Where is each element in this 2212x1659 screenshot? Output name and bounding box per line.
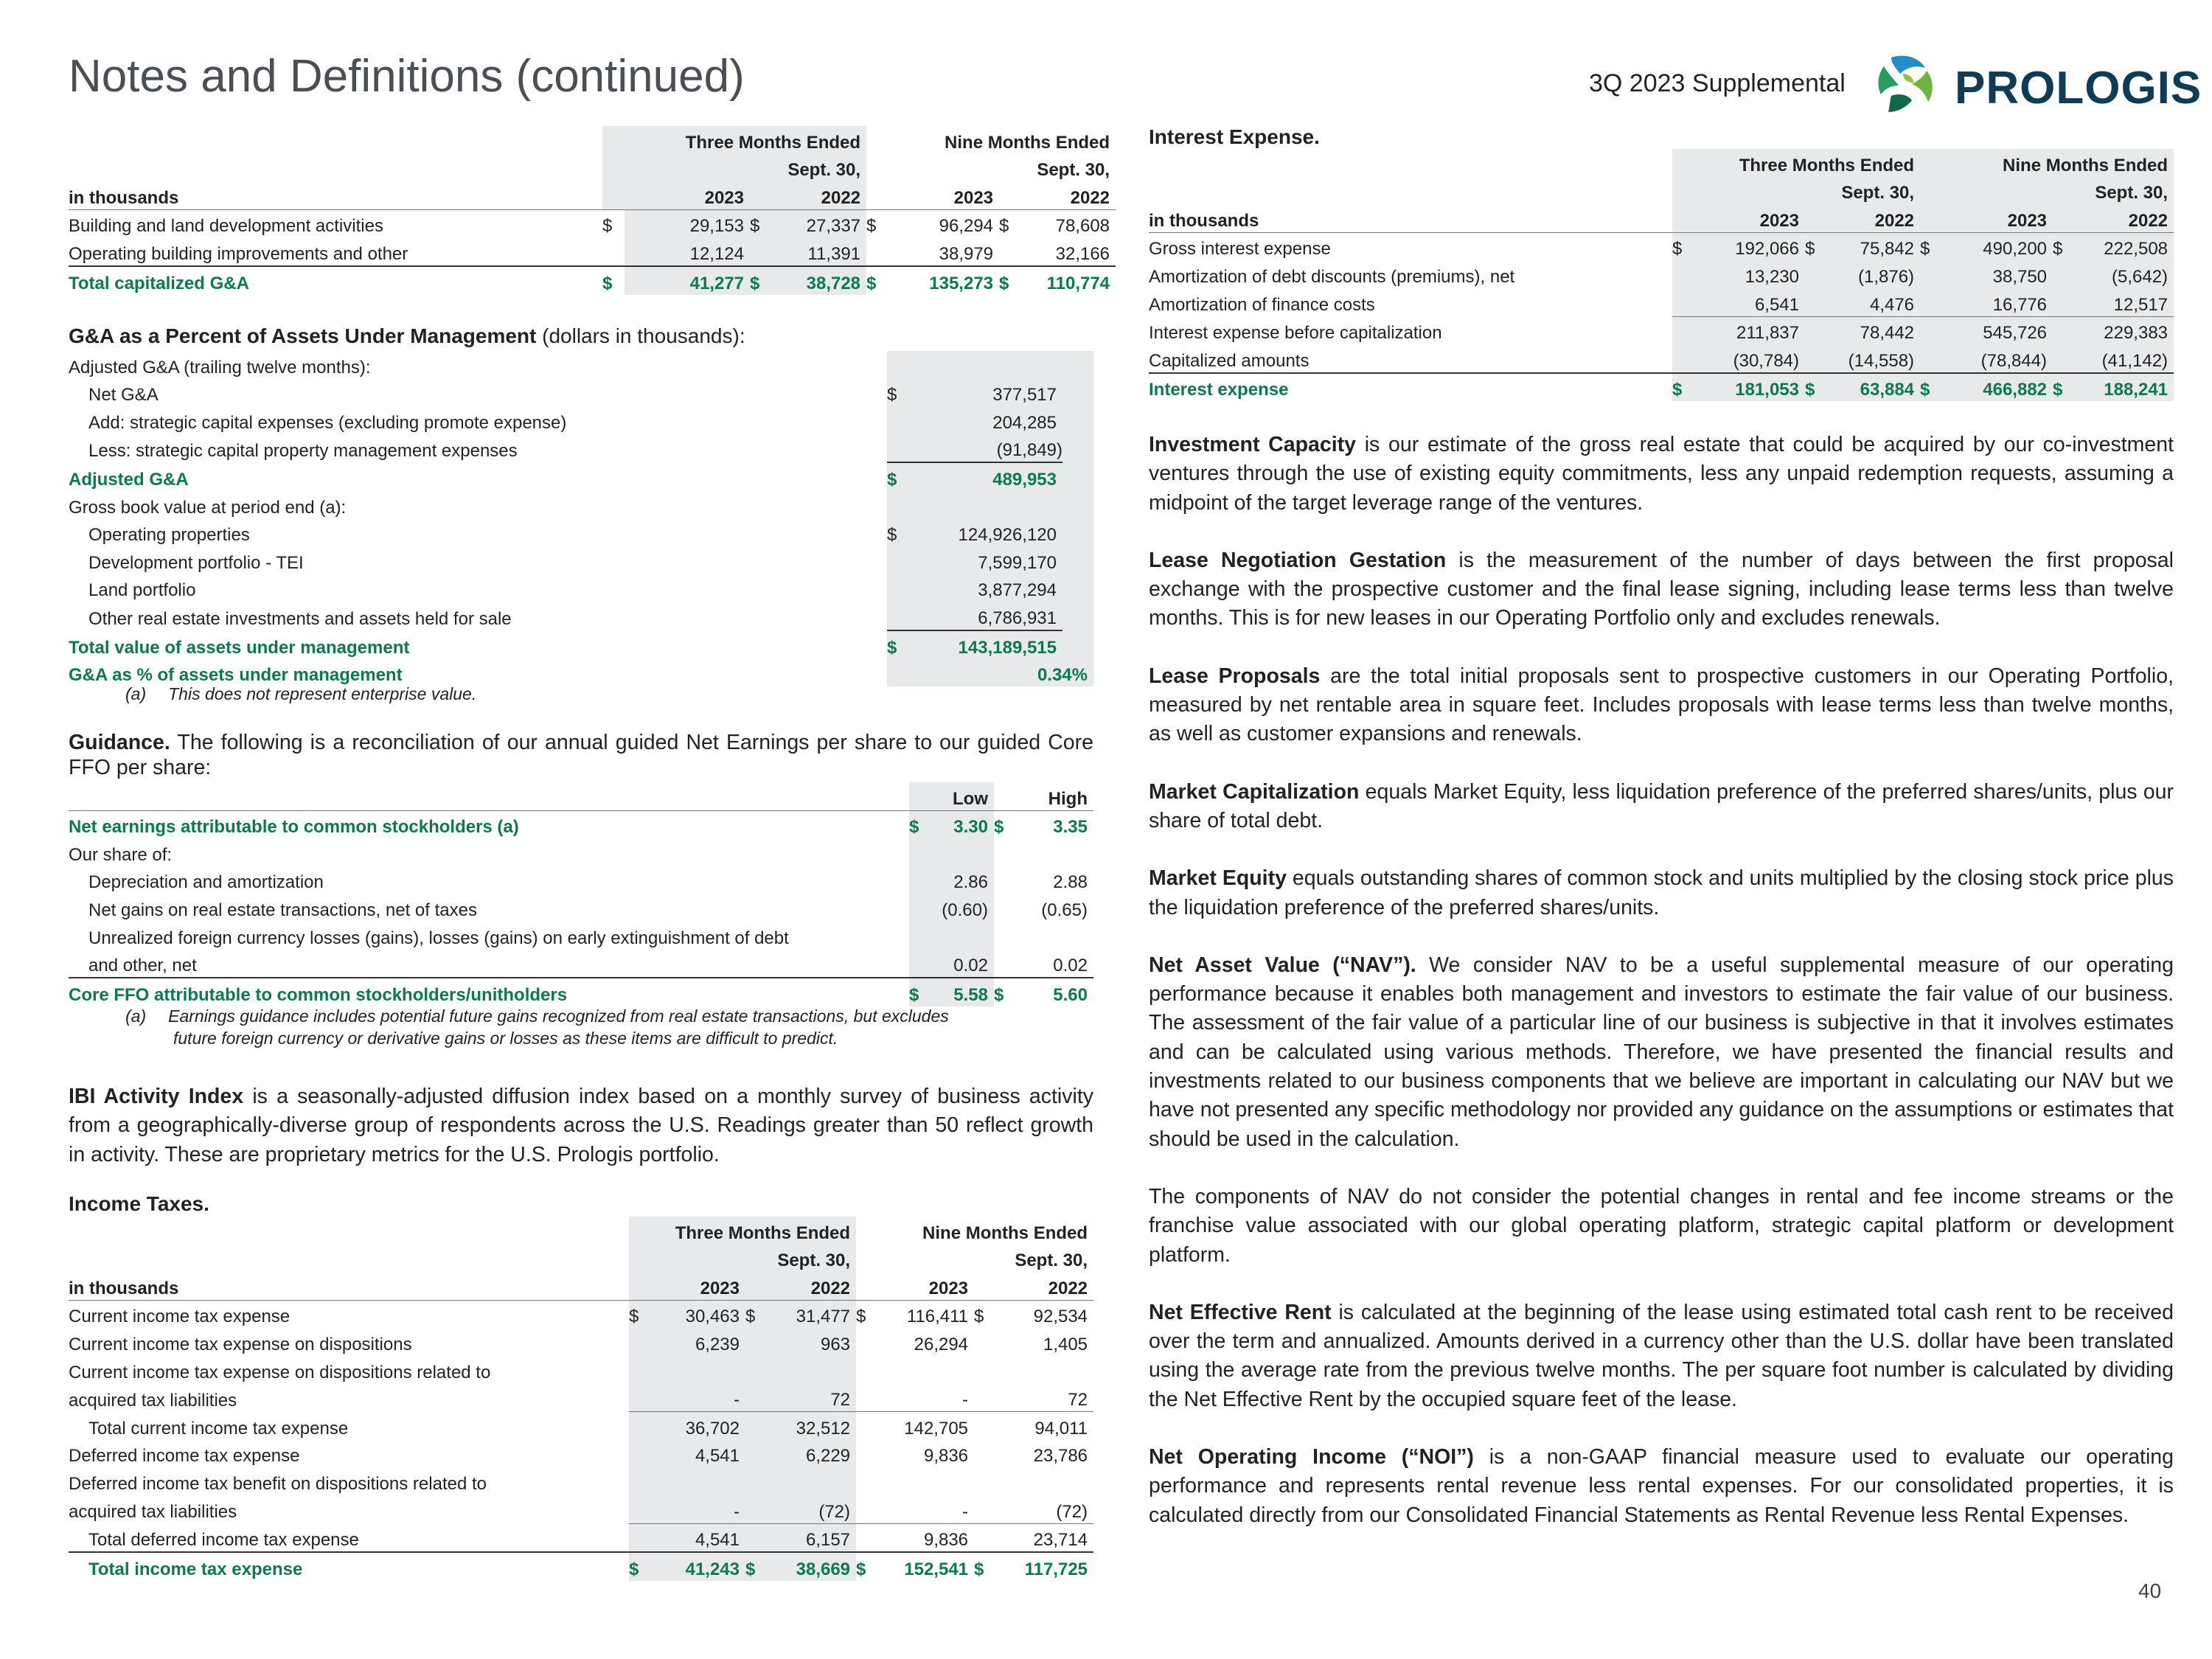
table-row: Unrealized foreign currency losses (gains), losses (gains) on early extinguishment of debt	[69, 922, 1093, 950]
table-row: Total current income tax expense 36,702 32,512 142,705 94,011	[69, 1412, 1093, 1440]
col-three-months: Three Months Ended	[629, 1217, 856, 1245]
table-row: Interest expense $ 181,053 $ 63,884 $ 466,882 $ 188,241	[1149, 373, 2174, 402]
table-row: Current income tax expense on dispositions 6,239 963 26,294 1,405	[69, 1328, 1093, 1356]
col-sept: Sept. 30,	[1920, 177, 2174, 205]
year-2022: 2022	[1070, 187, 1110, 208]
definition-investment-capacity: Investment Capacity is our estimate of the gross real estate that could be acquired by our co-investment ventures through the use of existing equity commitments, less any unpaid redemption requests, assuming a midpoint of the target leverage range of the ventures.	[1149, 433, 2174, 515]
prologis-logo	[1862, 52, 2202, 118]
table-row: Other real estate investments and assets held for sale 6,786,931	[69, 602, 1093, 630]
table-row: Less: strategic capital property management expenses (91,849)	[69, 434, 1093, 463]
footnote: (a) This does not represent enterprise value.	[125, 684, 477, 703]
table-row: Land portfolio 3,877,294	[69, 574, 1093, 602]
table-row: Development portfolio - TEI 7,599,170	[69, 546, 1093, 574]
col-high: High	[1048, 788, 1088, 809]
interest-expense-table: Three Months Ended Nine Months Ended Sept. 30, Sept. 30, in thousands 2023 2022 2023 2022 Gross interest expense $ 192,066 $ 75,842 $ 490,200 $ 222,508 Amortization of debt discounts (premiums), net 13,230 (1,876) 38,750 (5,642) Amortization of finance costs 6,541 4,476 16,776 12,517 Interest expense before capitalization 211,837 78,442 545,726 229,383 Capitalized amounts (30,784) (14,558) (78,844) (41,142) Interest expense $ 181,053 $ 63,884 $ 466,882 $ 188,241	[1149, 149, 2174, 401]
table-row-total: Total capitalized G&A $ 41,277 $ 38,728 $ 135,273 $ 110,774	[69, 266, 1116, 295]
table-row: Deferred income tax benefit on dispositions related to	[69, 1467, 1093, 1495]
col-nine-months: Nine Months Ended	[922, 1222, 1088, 1243]
logo-mark-icon	[1862, 52, 1943, 118]
col-three-months: Three Months Ended	[1672, 149, 1920, 177]
table-row: Adjusted G&A (trailing twelve months):	[69, 351, 1093, 379]
definition-nav-components: The components of NAV do not consider the potential changes in rental and fee income streams or the franchise value associated with our global operating platform, strategic capital platform or development platform.	[1149, 1184, 2174, 1267]
guidance-table	[69, 782, 1093, 1006]
definition-nav: Net Asset Value (“NAV”). We consider NAV to be a useful supplemental measure of our operating performance because it enables both management and investors to estimate the fair value of our business. The assessment of the fair value of a particular line of our business is subjective in that it involves estimates and can be calculated using various methods. Therefore, we have presented the financial results and investments related to our business components that we believe are important in calculating our NAV but we have not presented any specific methodology nor provided any guidance on the assumptions or estimates that should be used in the calculation.	[1149, 953, 2174, 1151]
definition-noi: Net Operating Income (“NOI”) is a non-GAAP financial measure used to evaluate our operating performance and represents rental revenue less rental expenses. For our consolidated properties, it is calculated directly from our Consolidated Financial Statements as Rental Revenue less Rental Expenses.	[1149, 1445, 2174, 1527]
definition-lease-proposals: Lease Proposals are the total initial proposals sent to prospective customers in our Operating Portfolio, measured by net rentable area in square feet. Includes proposals with lease terms less than twelve months, as well as customer expansions and renewals.	[1149, 664, 2174, 746]
income-taxes-table: Three Months Ended Nine Months Ended Sept. 30, Sept. 30, in thousands 2023 2022 2023 2022 Current income tax expense $ 30,463 $ 31,477 $ 116,411 $ 92,534 Current income tax expense on dispositions 6,239 963 26,294 1,405 Current income tax expense on dispositions related to acquired tax liabilities - 72 - 72 Total current income tax expense 36,702 32,512 142,705 94,011 Deferred income tax expense 4,541 6,229 9,836 23,786 Deferred income tax benefit on dispositions related to acquired tax liabilities - (72) - (72) Total deferred income tax expense 4,541 6,157 9,836 23,714 Total income tax expense $ 41,243 $ 38,669 $ 152,541 $ 117,725	[69, 1217, 1093, 1581]
table-row: Our share of:	[69, 838, 1093, 866]
unit-label: in thousands	[69, 187, 179, 208]
table-row: Deferred income tax expense 4,541 6,229 9,836 23,786	[69, 1440, 1093, 1468]
supplemental-label: 3Q 2023 Supplemental	[1589, 69, 1846, 97]
footnote: (a) Earnings guidance includes potential future gains recognized from real estate transactions, but excludes future foreign currency or derivative gains or losses as these items are difficult to predict.	[125, 1006, 949, 1048]
income-taxes-heading: Income Taxes.	[69, 1192, 209, 1215]
col-sept: Sept. 30,	[1015, 1251, 1088, 1271]
table-row-total: Total value of assets under management $ 143,189,515	[69, 630, 1093, 659]
interest-expense-heading: Interest Expense.	[1149, 125, 1320, 148]
guidance-intro: Guidance. The following is a reconciliation of our annual guided Net Earnings per share to our guided Core FFO per share:	[69, 731, 1093, 779]
table-row: and other, net 0.02 0.02	[69, 950, 1093, 978]
year-2023: 2023	[625, 181, 750, 209]
definition-market-capitalization: Market Capitalization equals Market Equity, less liquidation preference of the preferred shares/units, plus our share of total debt.	[1149, 779, 2174, 832]
unit-label: in thousands	[1149, 210, 1259, 231]
table-row: Gross interest expense $ 192,066 $ 75,842 $ 490,200 $ 222,508	[1149, 232, 2174, 260]
definition-net-effective-rent: Net Effective Rent is calculated at the beginning of the lease using estimated total cash rent to be received over the term and annualized. Amounts derived in a currency other than the U.S. dollar have been translated using the average rate from the previous twelve months. The per square foot number is calculated by dividing the Net Effective Rent by the occupied square feet of the lease.	[1149, 1300, 2174, 1411]
table-row-total: Adjusted G&A $ 489,953	[69, 462, 1093, 491]
table-row: Current income tax expense $ 30,463 $ 31,477 $ 116,411 $ 92,534	[69, 1300, 1093, 1328]
table-row: Net gains on real estate transactions, net of taxes (0.60) (0.65)	[69, 894, 1093, 922]
table-row: Add: strategic capital expenses (excluding promote expense) 204,285	[69, 406, 1093, 434]
table-row: acquired tax liabilities - 72 - 72	[69, 1384, 1093, 1412]
unit-label: in thousands	[69, 1278, 179, 1298]
table-row: Net earnings attributable to common stockholders (a) $ 3.30 $ 3.35	[69, 810, 1093, 838]
col-sept: Sept. 30,	[602, 154, 866, 182]
col-three-months: Three Months Ended	[602, 126, 866, 154]
table-row: Building and land development activities $ 29,153 $ 27,337 $ 96,294 $ 78,608	[69, 209, 1116, 237]
table-row: Current income tax expense on dispositions related to	[69, 1356, 1093, 1384]
col-nine-months: Nine Months Ended	[1920, 149, 2174, 177]
year-2022: 2022	[772, 181, 866, 209]
definition-market-equity: Market Equity equals outstanding shares of common stock and units multiplied by the closing stock price plus the liquidation preference of the preferred shares/units.	[1149, 866, 2174, 919]
col-sept: Sept. 30,	[1672, 177, 1920, 205]
col-sept: Sept. 30,	[629, 1245, 856, 1273]
col-low: Low	[939, 782, 994, 810]
table-row-total: G&A as % of assets under management 0.34%	[69, 659, 1093, 687]
ga-percent-heading: G&A as a Percent of Assets Under Management (dollars in thousands):	[69, 324, 745, 347]
ga-percent-table	[69, 351, 1093, 686]
col-nine-months: Nine Months Ended	[945, 132, 1110, 153]
table-row: Interest expense before capitalization 211,837 78,442 545,726 229,383	[1149, 316, 2174, 344]
definitions-list	[1149, 431, 2174, 1530]
table-row-total: Core FFO attributable to common stockholders/unitholders $ 5.58 $ 5.60	[69, 978, 1093, 1006]
table-row: Amortization of finance costs 6,541 4,476 16,776 12,517	[1149, 288, 2174, 316]
capitalized-ga-table	[69, 126, 1116, 295]
page-number: 40	[2138, 1579, 2162, 1602]
table-row: Depreciation and amortization 2.86 2.88	[69, 866, 1093, 894]
table-row: acquired tax liabilities - (72) - (72)	[69, 1495, 1093, 1523]
table-row: Net G&A $ 377,517	[69, 379, 1093, 407]
table-row: Total income tax expense $ 41,243 $ 38,669 $ 152,541 $ 117,725	[69, 1552, 1093, 1581]
year-2023: 2023	[953, 187, 994, 208]
table-row: Operating properties $ 124,926,120	[69, 519, 1093, 547]
logo-text: PROLOGIS	[1955, 63, 2202, 114]
ibi-definition: IBI Activity Index is a seasonally-adjusted diffusion index based on a monthly survey of business activity from a geographically-diverse group of respondents across the U.S. Readings greater than 50 reflect growth in activity. These are proprietary metrics for the U.S. Prologis portfolio.	[69, 1085, 1093, 1166]
definition-lease-negotiation-gestation: Lease Negotiation Gestation is the measurement of the number of days between the first proposal exchange with the prospective customer and the final lease signing, including lease terms less than twelve months. This is for new leases in our Operating Portfolio only and excludes renewals.	[1149, 548, 2174, 630]
page-title: Notes and Definitions (continued)	[69, 51, 745, 102]
table-row: Gross book value at period end (a):	[69, 491, 1093, 519]
col-sept: Sept. 30,	[1037, 160, 1110, 181]
table-row: Operating building improvements and other 12,124 11,391 38,979 32,166	[69, 237, 1116, 266]
table-row: Total deferred income tax expense 4,541 6,157 9,836 23,714	[69, 1523, 1093, 1552]
table-row: Amortization of debt discounts (premiums), net 13,230 (1,876) 38,750 (5,642)	[1149, 260, 2174, 288]
table-row: Capitalized amounts (30,784) (14,558) (78,844) (41,142)	[1149, 344, 2174, 373]
